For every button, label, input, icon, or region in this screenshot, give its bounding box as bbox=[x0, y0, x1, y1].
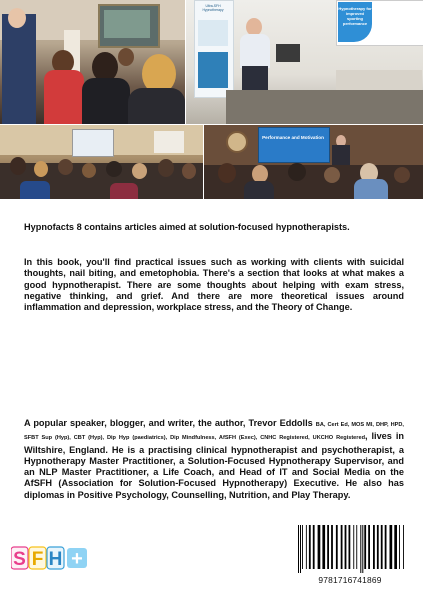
bio-rest: , lives in Wiltshire, England. He is a practising clinical hypnotherapist and psychotherapist, a Hypnotherapy Master Practitioner, a Solution-Focused Hypnotherapy Supervisor, and an NLP Master Practitioner, a Life Coach, and Head of IT and Social Media on the AfSFH (Association for Solution-Focused Hypnotherapy) Executive. He also has diplomas in Positive Psychology, Counselling, Nutrition, and Play Therapy. bbox=[24, 431, 404, 500]
isbn-number: 9781716741869 bbox=[318, 575, 382, 585]
bio-lead: A popular speaker, blogger, and writer, the author, Trevor Eddolls bbox=[24, 418, 313, 428]
photo-collage bbox=[0, 0, 423, 199]
lecture-room-photo bbox=[0, 125, 203, 199]
presentation-slide-title: Performance and Motivation bbox=[262, 135, 324, 140]
barcode-icon bbox=[296, 525, 404, 573]
logo-plus: + bbox=[71, 548, 83, 570]
presentation-screen bbox=[258, 127, 330, 163]
logo-letter-s: S bbox=[13, 549, 26, 570]
slide-title: Hypnotherapy for improved sporting performance bbox=[338, 6, 372, 26]
logo-letter-h: H bbox=[48, 549, 63, 570]
intro-text: Hypnofacts 8 contains articles aimed at solution-focused hypnotherapists. bbox=[24, 222, 350, 232]
presentation-photo bbox=[204, 125, 423, 199]
sfh-plus-logo bbox=[11, 545, 89, 571]
sfh-plus-logo-graphic bbox=[11, 545, 89, 571]
speaker-photo bbox=[186, 0, 423, 124]
isbn-barcode-block bbox=[288, 523, 412, 589]
banner-text: Ultra-SFH Hypnotherapy bbox=[202, 4, 224, 12]
logo-letter-f: F bbox=[31, 549, 44, 570]
author-bio bbox=[24, 418, 404, 501]
author-credentials: BA, Cert Ed, MOS MI, DHP, HPD, SFBT Sup (Hyp), CBT (Hyp), Dip Hyp (paediatrics), Dip Mindfulness, AfSFH (Exec), CNHC Registered, UKCHO Registered bbox=[24, 422, 404, 442]
seminar-audience-photo bbox=[0, 0, 185, 124]
book-description: In this book, you'll find practical issues such as working with clients with suicidal thoughts, nail biting, and emetophobia. There's a section that looks at what makes a good hypnotherapist. There are some thoughts about helping with exam stress, negative thinking, and grief. And there are more theoretical issues around inflammation and depression, workplace stress, and the Theory of Change. bbox=[24, 257, 404, 313]
